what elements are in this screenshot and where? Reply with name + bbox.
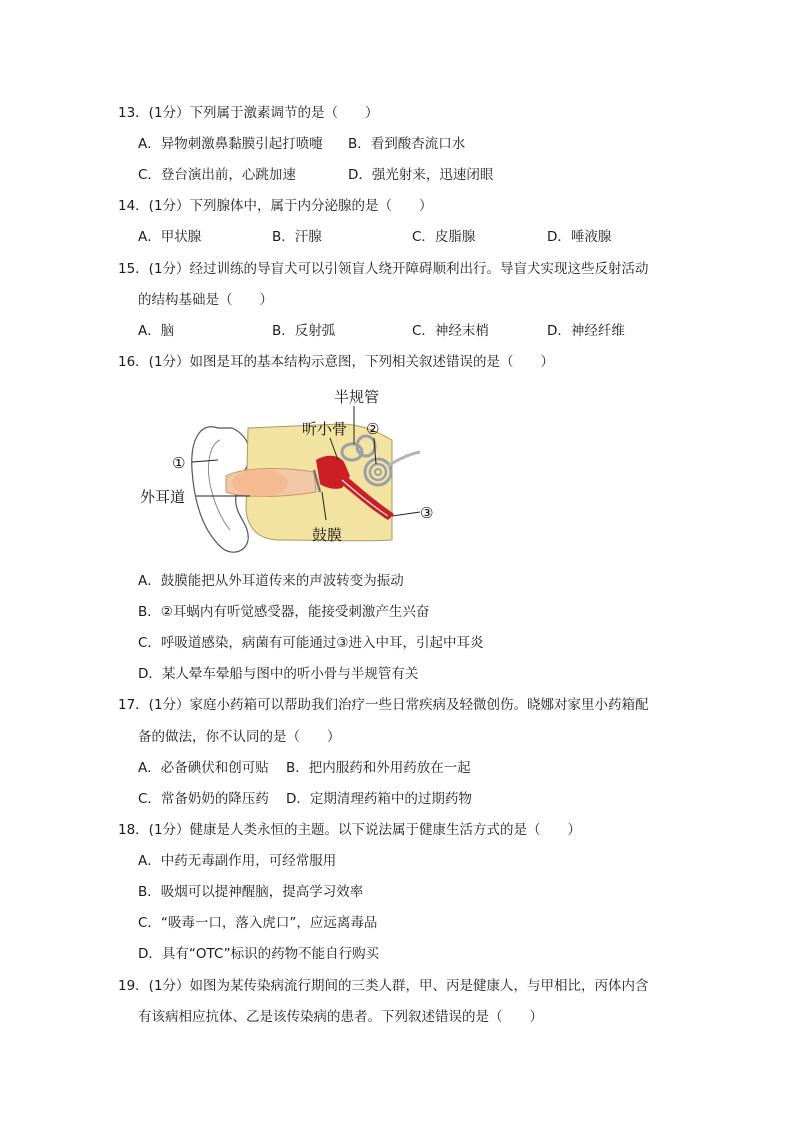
auditory-nerve [388,452,420,466]
label-circled-1: ① [172,454,186,472]
label-ossicles: 听小骨 [302,420,348,438]
q16-option-d: D．某人晕车晕船与图中的听小骨与半规管有关 [138,666,419,682]
q13-option-d: D．强光射来，迅速闭眼 [348,167,494,183]
q15-option-c: C．神经末梢 [412,323,489,339]
q18-option-a: A．中药无毒副作用，可经常服用 [138,853,337,869]
q15-option-b: B．反射弧 [272,323,336,339]
q17-option-b: B．把内服药和外用药放在一起 [286,760,471,776]
label-circled-3: ③ [420,504,434,522]
q18-option-c: C．“吸毒一口，落入虎口”，应远离毒品 [138,915,378,931]
label-ear-canal: 外耳道 [140,488,186,506]
question-17-stem: 17．(1分）家庭小药箱可以帮助我们治疗一些日常疾病及轻微创伤。晓娜对家里小药箱配 [118,697,649,713]
question-17-stem-cont: 备的做法，你不认同的是（ ） [138,729,341,745]
q16-option-c: C．呼吸道感染，病菌有可能通过③进入中耳，引起中耳炎 [138,635,484,651]
label-circled-2: ② [366,420,380,438]
question-14-stem: 14．(1分）下列腺体中，属于内分泌腺的是（ ） [118,198,433,214]
label-eardrum: 鼓膜 [312,526,343,544]
q17-option-d: D．定期清理药箱中的过期药物 [286,791,472,807]
q13-option-a: A．异物刺激鼻黏膜引起打喷嚏 [138,136,323,152]
q17-option-a: A．必备碘伏和创可贴 [138,760,269,776]
q14-option-d: D．唾液腺 [547,229,612,245]
question-15-stem-cont: 的结构基础是（ ） [138,292,273,308]
question-15-stem: 15．(1分）经过训练的导盲犬可以引领盲人绕开障碍顺利出行。导盲犬实现这些反射活动 [118,261,649,277]
q14-option-b: B．汗腺 [272,229,322,245]
q16-option-b: B．②耳蜗内有听觉感受器，能接受刺激产生兴奋 [138,604,430,620]
q18-option-d: D．具有“OTC”标识的药物不能自行购买 [138,946,380,962]
q16-option-a: A．鼓膜能把从外耳道传来的声波转变为振动 [138,573,404,589]
q15-option-d: D．神经纤维 [547,323,625,339]
q18-option-b: B．吸烟可以提神醒脑，提高学习效率 [138,884,364,900]
question-19-stem: 19．(1分）如图为某传染病流行期间的三类人群，甲、丙是健康人，与甲相比，丙体内含 [118,978,649,994]
question-16-stem: 16．(1分）如图是耳的基本结构示意图，下列相关叙述错误的是（ ） [118,354,555,370]
q14-option-c: C．皮脂腺 [412,229,476,245]
q13-option-c: C．登台演出前，心跳加速 [138,167,296,183]
label-semicircular: 半规管 [334,388,380,406]
question-18-stem: 18．(1分）健康是人类永恒的主题。以下说法属于健康生活方式的是（ ） [118,822,582,838]
question-19-stem-cont: 有该病相应抗体、乙是该传染病的患者。下列叙述错误的是（ ） [138,1009,543,1025]
q15-option-a: A．脑 [138,323,175,339]
canal-glow [232,469,288,497]
q14-option-a: A．甲状腺 [138,229,202,245]
question-13-stem: 13．(1分）下列属于激素调节的是（ ） [118,105,379,121]
q13-option-b: B．看到酸杏流口水 [348,136,466,152]
q17-option-c: C．常备奶奶的降压药 [138,791,269,807]
ear-structure-diagram [130,380,450,560]
leader-3 [392,512,420,516]
